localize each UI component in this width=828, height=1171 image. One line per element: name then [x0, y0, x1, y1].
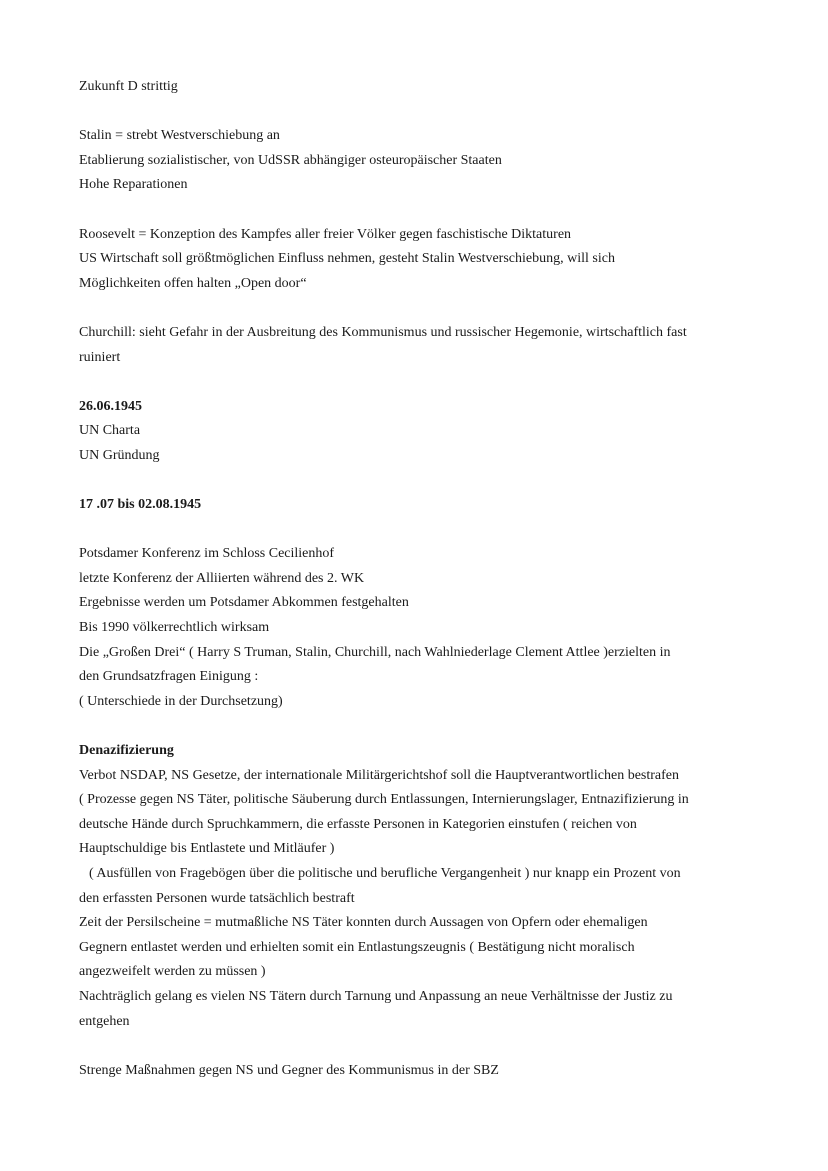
blank-line	[79, 296, 759, 321]
text-line-angezweifelt: angezweifelt werden zu müssen )	[79, 964, 266, 980]
blank-line	[79, 1034, 759, 1059]
blank-line	[79, 518, 759, 543]
text-line-letzte-konferenz: letzte Konferenz der Alliierten während des 2. WK	[79, 570, 365, 586]
text-line-un-charta: UN Charta	[79, 423, 141, 439]
text-line-un-gruendung: UN Gründung	[79, 447, 160, 463]
text-line-bis-1990: Bis 1990 völkerrechtlich wirksam	[79, 620, 270, 636]
text-line-strenge-massnahmen: Strenge Maßnahmen gegen NS und Gegner des Kommunismus in der SBZ	[79, 1062, 499, 1078]
blank-line	[79, 714, 759, 739]
text-line-entlastungszeugnis: Gegnern entlastet werden und erhielten somit ein Entlastungszeugnis ( Bestätigung nicht moralisch	[79, 939, 635, 955]
blank-line	[79, 370, 759, 395]
text-line-frageboegen: ( Ausfüllen von Fragebögen über die politische und berufliche Vergangenheit ) nur knapp ein Prozent von	[89, 866, 681, 881]
text-line-verbot-nsdap: Verbot NSDAP, NS Gesetze, der internationale Militärgerichtshof soll die Hauptverantwortlichen bestrafen	[79, 767, 680, 783]
text-line-roosevelt: Roosevelt = Konzeption des Kampfes aller freier Völker gegen faschistische Diktaturen	[79, 226, 572, 242]
text-line-potsdamer-konferenz: Potsdamer Konferenz im Schloss Cecilienhof	[79, 546, 335, 562]
text-line-reparationen: Hohe Reparationen	[79, 177, 188, 193]
text-line-zukunft: Zukunft D strittig	[79, 79, 178, 94]
text-line-bestraft: den erfassten Personen wurde tatsächlich bestraft	[79, 890, 355, 906]
blank-line	[79, 198, 759, 223]
text-line-entgehen: entgehen	[79, 1013, 130, 1029]
blank-line	[79, 100, 759, 125]
heading-date-un: 26.06.1945	[79, 398, 142, 414]
text-line-spruchkammern: deutsche Hände durch Spruchkammern, die erfasste Personen in Kategorien einstufen ( reichen von	[79, 816, 637, 832]
text-line-churchill: Churchill: sieht Gefahr in der Ausbreitung des Kommunismus und russischer Hegemonie, wirtschaftlich fast	[79, 324, 687, 340]
text-line-etablierung: Etablierung sozialistischer, von UdSSR abhängiger osteuropäischer Staaten	[79, 152, 502, 168]
text-line-grundsatzfragen: den Grundsatzfragen Einigung :	[79, 669, 259, 685]
blank-line	[79, 469, 759, 494]
text-line-persilscheine: Zeit der Persilscheine = mutmaßliche NS Täter konnten durch Aussagen von Opfern oder ehemaligen	[79, 915, 648, 931]
text-line-hauptschuldige: Hauptschuldige bis Entlastete und Mitläufer )	[79, 841, 335, 857]
text-line-ergebnisse: Ergebnisse werden um Potsdamer Abkommen festgehalten	[79, 595, 409, 611]
text-line-unterschiede: ( Unterschiede in der Durchsetzung)	[79, 693, 283, 709]
heading-date-potsdam: 17 .07 bis 02.08.1945	[79, 497, 202, 513]
text-line-us-wirtschaft: US Wirtschaft soll größtmöglichen Einfluss nehmen, gesteht Stalin Westverschiebung, will sich	[79, 251, 615, 267]
heading-denazifizierung: Denazifizierung	[79, 743, 174, 759]
text-line-stalin: Stalin = strebt Westverschiebung an	[79, 128, 280, 144]
text-line-nachtraeglich: Nachträglich gelang es vielen NS Tätern durch Tarnung und Anpassung an neue Verhältnisse der Justiz zu	[79, 988, 673, 1004]
text-line-prozesse: ( Prozesse gegen NS Täter, politische Säuberung durch Entlassungen, Internierungslager, Entnazifizierung in	[79, 792, 689, 808]
text-line-ruiniert: ruiniert	[79, 349, 121, 365]
text-line-grossen-drei: Die „Großen Drei“ ( Harry S Truman, Stalin, Churchill, nach Wahlniederlage Clement Attlee )erzielten in	[79, 644, 671, 660]
document-body	[79, 75, 759, 1083]
text-line-open-door: Möglichkeiten offen halten „Open door“	[79, 275, 307, 291]
